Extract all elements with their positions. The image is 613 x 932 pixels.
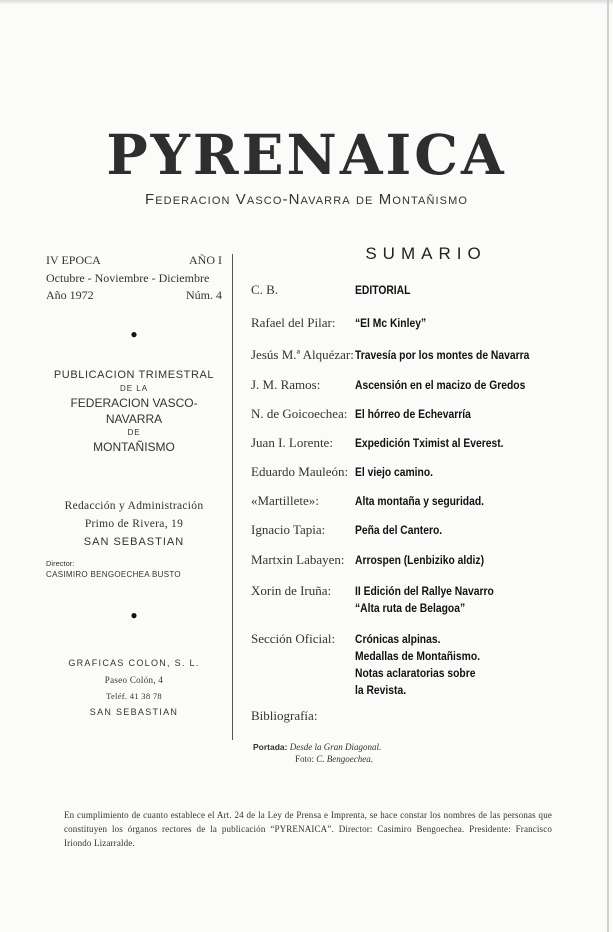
sumario-column bbox=[251, 244, 551, 723]
entry-author: N. de Goicoechea: bbox=[251, 406, 348, 421]
entry-title: El viejo camino. bbox=[355, 465, 434, 479]
printer-phone: Teléf. 41 38 78 bbox=[106, 690, 162, 701]
issue-epoch-row bbox=[46, 252, 222, 270]
cover-value: Desde la Gran Diagonal. bbox=[289, 742, 382, 752]
cover-label: Portada: bbox=[253, 742, 288, 752]
entry-title: Crónicas alpinas. bbox=[355, 632, 441, 646]
office-city: SAN SEBASTIAN bbox=[83, 535, 185, 548]
entry-author: Eduardo Mauleón: bbox=[251, 464, 349, 479]
publication-de-la: DE LA bbox=[119, 383, 149, 393]
director-label: Director: bbox=[46, 558, 75, 568]
printer-block bbox=[46, 655, 222, 720]
sumario-heading: SUMARIO bbox=[365, 244, 487, 263]
photo-label: Foto: bbox=[295, 754, 315, 764]
entry-author: Juan I. Lorente: bbox=[251, 435, 333, 450]
bullet-separator-2: ● bbox=[130, 607, 138, 622]
printer-name: GRAFICAS COLON, S. L. bbox=[68, 657, 200, 668]
entry-author: Martxin Labayen: bbox=[251, 552, 345, 567]
entry-title-line2: “Alta ruta de Belagoa” bbox=[355, 601, 466, 615]
issue-year-volume: AÑO I bbox=[189, 253, 222, 267]
bullet-separator-1: ● bbox=[130, 326, 138, 341]
issue-year: Año 1972 bbox=[46, 288, 94, 302]
office-block bbox=[46, 497, 222, 551]
magazine-logo: PYRENAICA bbox=[106, 122, 507, 187]
issue-months-row bbox=[46, 270, 222, 288]
entry-title: Alta montaña y seguridad. bbox=[355, 494, 485, 508]
entry-title: Travesía por los montes de Navarra bbox=[355, 348, 530, 362]
entry-author: C. B. bbox=[251, 282, 279, 297]
entry-title: Peña del Cantero. bbox=[355, 523, 443, 537]
entry-author: Jesús M.ª Alquézar: bbox=[251, 347, 354, 362]
entry-author: «Martillete»: bbox=[251, 493, 319, 508]
photo-credit-line bbox=[253, 753, 381, 765]
entry-title: II Edición del Rallye Navarro bbox=[355, 584, 494, 598]
issue-info-column bbox=[46, 252, 222, 720]
publication-montanismo: MONTAÑISMO bbox=[93, 439, 175, 454]
entry-author: Bibliografía: bbox=[251, 708, 318, 723]
printer-city: SAN SEBASTIAN bbox=[89, 706, 179, 717]
office-street: Primo de Rivera, 19 bbox=[84, 517, 184, 530]
entry-title-line3: Notas aclaratorias sobre bbox=[355, 666, 476, 680]
publication-frequency: PUBLICACION TRIMESTRAL bbox=[53, 368, 215, 381]
cover-credit-line bbox=[253, 741, 381, 753]
column-divider bbox=[232, 254, 233, 740]
issue-epoch: IV EPOCA bbox=[46, 253, 101, 267]
entry-author: Ignacio Tapia: bbox=[251, 522, 326, 537]
publication-federation: FEDERACION VASCO-NAVARRA bbox=[70, 395, 198, 426]
legal-notice: En cumplimiento de cuanto establece el Art. 24 de la Ley de Prensa e Imprenta, se hace constar los nombres de las personas que constituyen los órganos rectores de la publicación “PYRENAICA”. Director: Casimiro Bengoechea. Presidente: Francisco Iriondo Lizarralde. bbox=[64, 810, 552, 848]
issue-year-row bbox=[46, 287, 222, 305]
entry-title: El hórreo de Echevarría bbox=[355, 407, 471, 421]
scan-edge-top bbox=[0, 0, 613, 4]
entry-author: Sección Oficial: bbox=[251, 631, 336, 646]
entry-title: EDITORIAL bbox=[355, 283, 411, 297]
entry-author: J. M. Ramos: bbox=[251, 377, 321, 392]
printer-street: Paseo Colón, 4 bbox=[104, 674, 164, 685]
issue-months: Octubre - Noviembre - Diciembre bbox=[46, 270, 210, 285]
masthead bbox=[0, 123, 613, 208]
entry-title: Ascensión en el macizo de Gredos bbox=[355, 378, 526, 392]
cover-credit bbox=[253, 741, 381, 765]
publication-de: DE bbox=[127, 427, 141, 437]
entry-author: Rafael del Pilar: bbox=[251, 315, 336, 330]
entry-title: Arrospen (Lenbiziko aldiz) bbox=[355, 553, 485, 567]
entry-title: Expedición Tximist al Everest. bbox=[355, 436, 504, 450]
entry-title-line4: la Revista. bbox=[355, 683, 407, 697]
entry-title-line2: Medallas de Montañismo. bbox=[355, 649, 481, 663]
director-name: CASIMIRO BENGOECHEA BUSTO bbox=[46, 569, 181, 579]
issue-number: Núm. 4 bbox=[186, 288, 222, 302]
entry-title: “El Mc Kinley” bbox=[355, 316, 427, 330]
office-label: Redacción y Administración bbox=[64, 499, 204, 512]
photo-value: C. Bengoechea. bbox=[316, 754, 373, 764]
director-block bbox=[46, 559, 222, 580]
federation-subtitle: Federacion Vasco-Navarra de Montañismo bbox=[144, 191, 469, 208]
publication-block bbox=[46, 368, 222, 455]
entry-author: Xorin de Iruña: bbox=[251, 583, 332, 598]
